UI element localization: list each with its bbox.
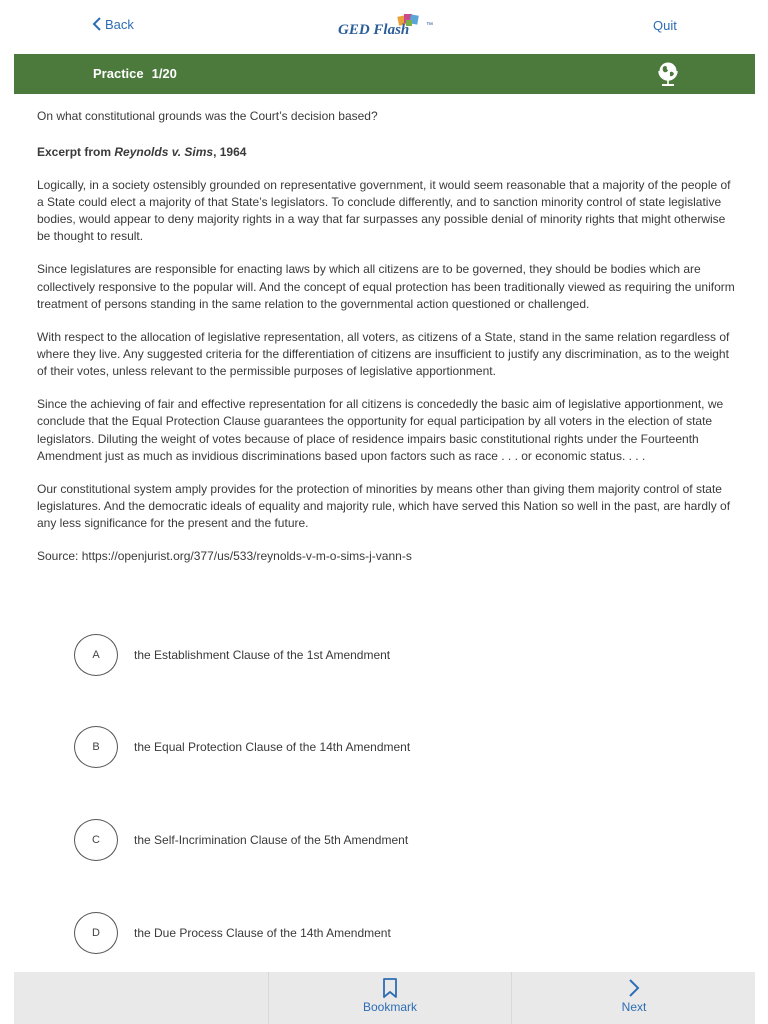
logo-text: GED Flash — [338, 22, 410, 38]
choice-text: the Self-Incrimination Clause of the 5th Amendment — [134, 833, 409, 847]
bookmark-button[interactable] — [354, 978, 426, 1014]
choice-text: the Equal Protection Clause of the 14th Amendment — [134, 740, 411, 754]
choice-letter-circle: B — [74, 726, 118, 768]
back-button[interactable] — [92, 16, 134, 32]
choice-d[interactable] — [74, 912, 391, 954]
toolbar-divider — [511, 972, 512, 1024]
excerpt-paragraph: Our constitutional system amply provides for the protection of minorities by means other than giving them majority control of state legislatures. And the democratic ideals of equality and majority rule, which have served this Nation so well in the past, are hardly of any less significance for the present and the future. — [37, 481, 731, 531]
excerpt-year: , 1964 — [213, 145, 247, 160]
excerpt-paragraph: Logically, in a society ostensibly grounded on representative government, it would seem reasonable that a majority of the people of a State could elect a majority of that State’s legislators. To conclude differently, and to sanction minority control of state legislative bodies, would appear to deny majority rights in a way that far surpasses any possible denial of minority rights that might otherwise be thought to result. — [37, 177, 731, 244]
question-counter: 1/20 — [151, 66, 177, 81]
trademark-symbol: ™ — [426, 22, 433, 29]
top-nav-bar — [0, 0, 768, 53]
bookmark-label: Bookmark — [362, 1000, 418, 1014]
practice-header — [14, 54, 755, 94]
chevron-right-icon — [627, 978, 641, 998]
excerpt-case-name: Reynolds v. Sims — [114, 145, 214, 160]
excerpt-title — [37, 144, 737, 161]
choice-a[interactable] — [74, 634, 390, 676]
excerpt-paragraph: With respect to the allocation of legislative representation, all voters, as citizens of a State, stand in the same relation regardless of where they live. Any suggested criteria for the differentiation of citizens are insufficient to justify any discrimination, as to the weight of their votes, unless relevant to the permissible purposes of legislative apportionment. — [37, 329, 730, 379]
source-citation: Source: https://openjurist.org/377/us/533/reynolds-v-m-o-sims-j-vann-s — [37, 549, 412, 564]
next-button[interactable] — [609, 978, 659, 1014]
excerpt-prefix: Excerpt from — [37, 145, 115, 160]
question-prompt: On what constitutional grounds was the Court’s decision based? — [37, 109, 378, 123]
bookmark-icon — [382, 978, 398, 998]
choice-text: the Establishment Clause of the 1st Amendment — [134, 648, 391, 662]
practice-title — [93, 66, 177, 81]
practice-label: Practice — [93, 66, 144, 81]
choice-c[interactable] — [74, 819, 408, 861]
globe-icon[interactable] — [656, 60, 680, 88]
next-label: Next — [621, 1000, 647, 1014]
ged-flash-logo — [338, 12, 438, 42]
bottom-toolbar — [14, 972, 755, 1024]
chevron-left-icon — [92, 16, 102, 32]
choice-letter-circle: A — [74, 634, 118, 676]
choice-letter-circle: D — [74, 912, 118, 954]
back-label: Back — [105, 16, 134, 32]
toolbar-divider — [268, 972, 269, 1024]
choice-text: the Due Process Clause of the 14th Amendment — [134, 926, 391, 940]
choice-letter-circle: C — [74, 819, 118, 861]
excerpt-paragraph: Since the achieving of fair and effective representation for all citizens is concededly the basic aim of legislative apportionment, we conclude that the Equal Protection Clause guarantees the opportunity for equal participation by all voters in the election of state legislators. Diluting the weight of votes because of place of residence impairs basic constitutional rights under the Fourteenth Amendment just as much as invidious discriminations based upon factors such as race . . . or economic status. . . . — [37, 397, 724, 463]
quit-button[interactable]: Quit — [653, 18, 677, 33]
choice-b[interactable] — [74, 726, 410, 768]
excerpt-paragraph: Since legislatures are responsible for enacting laws by which all citizens are to be governed, they should be bodies which are collectively responsive to the popular will. And the concept of equal protection has been traditionally viewed as requiring the uniform treatment of persons standing in the same relation to the governmental action questioned or challenged. — [37, 262, 735, 311]
question-content — [37, 108, 737, 565]
